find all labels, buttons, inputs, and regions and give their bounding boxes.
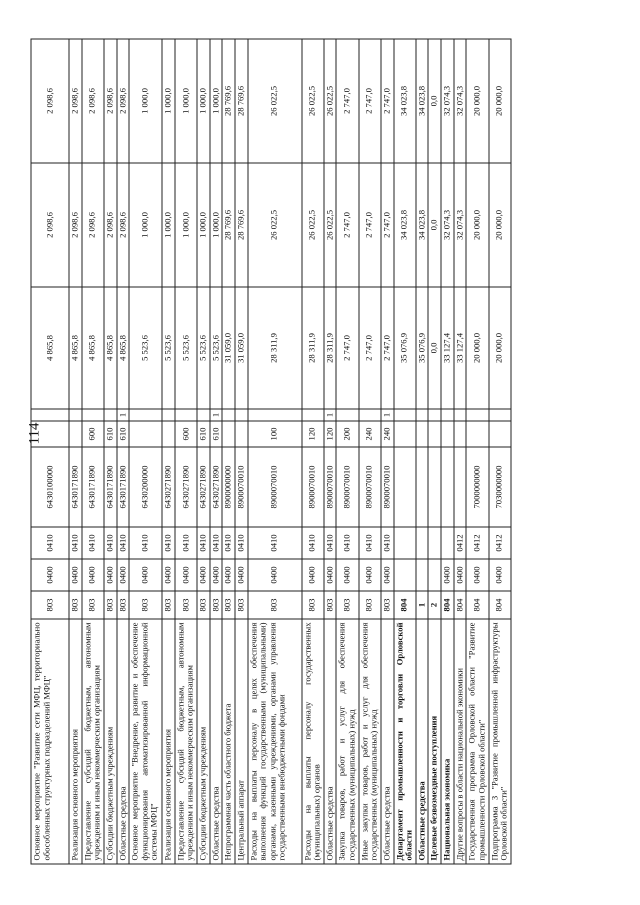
amount-3: 2 098,6	[69, 39, 82, 163]
amount-2: 34 023,8	[416, 163, 429, 287]
admin-code: 803	[82, 591, 104, 619]
amount-3: 1 000,0	[197, 39, 210, 163]
target-article-code: 8900070010	[248, 447, 302, 527]
amount-1: 5 523,6	[162, 287, 175, 409]
amount-2: 20 000,0	[466, 163, 488, 287]
target-article-code: 8900000000	[222, 447, 235, 527]
funding-source-code	[235, 409, 248, 421]
amount-2: 28 769,6	[235, 163, 248, 287]
admin-code: 803	[336, 591, 358, 619]
table-row	[466, 39, 488, 864]
amount-3: 1 000,0	[129, 39, 162, 163]
target-article-code	[441, 447, 454, 527]
row-name: Основное мероприятие "Внедрение, развитие и обеспечение функционирования автоматизированной информационной системы МФЦ"	[129, 619, 162, 864]
row-name: Департамент промышленности и торговли Орловской области	[394, 619, 416, 864]
subsection-code: 0410	[162, 527, 175, 559]
table-row	[175, 39, 197, 864]
table-row	[302, 39, 324, 864]
amount-1: 20 000,0	[466, 287, 488, 409]
admin-code: 803	[359, 591, 381, 619]
amount-2: 26 022,5	[248, 163, 302, 287]
section-code: 0400	[381, 559, 394, 591]
row-name: Основное мероприятие "Развитие сети МФЦ, территориально обособленных структурных подразделений МФЦ"	[31, 619, 69, 864]
target-article-code: 6430171890	[117, 447, 130, 527]
subsection-code: 0410	[82, 527, 104, 559]
funding-source-code	[394, 409, 416, 421]
table-row	[129, 39, 162, 864]
admin-code: 804	[489, 591, 511, 619]
table-row	[69, 39, 82, 864]
expense-type-code	[69, 421, 82, 447]
amount-2: 20 000,0	[489, 163, 511, 287]
admin-code: 803	[222, 591, 235, 619]
admin-code: 803	[162, 591, 175, 619]
row-name: Целевые безвозмездные поступления	[428, 619, 441, 864]
amount-1: 5 523,6	[210, 287, 223, 409]
funding-source-code: 1	[324, 409, 337, 421]
amount-2: 0,0	[428, 163, 441, 287]
row-name: Подпрограмма 3 "Развитие промышленной инфраструктуры Орловской области"	[489, 619, 511, 864]
section-code: 0400	[175, 559, 197, 591]
target-article-code: 8900070010	[302, 447, 324, 527]
subsection-code: 0412	[489, 527, 511, 559]
amount-3: 26 022,5	[302, 39, 324, 163]
expense-type-code	[441, 421, 454, 447]
row-name: Государственная программа Орловской области "Развитие промышленности Орловской области"	[466, 619, 488, 864]
admin-code: 803	[381, 591, 394, 619]
amount-2: 1 000,0	[210, 163, 223, 287]
subsection-code: 0412	[454, 527, 467, 559]
amount-2: 2 098,6	[104, 163, 117, 287]
expense-type-code: 610	[197, 421, 210, 447]
funding-source-code	[302, 409, 324, 421]
expense-type-code	[31, 421, 69, 447]
amount-2: 2 098,6	[31, 163, 69, 287]
amount-2: 34 023,8	[394, 163, 416, 287]
expense-type-code: 610	[117, 421, 130, 447]
subsection-code: 0410	[302, 527, 324, 559]
row-name: Закупка товаров, работ и услуг для обеспечения государственных (муниципальных) нужд	[336, 619, 358, 864]
amount-3: 0,0	[428, 39, 441, 163]
funding-source-code	[104, 409, 117, 421]
target-article-code: 7000000000	[466, 447, 488, 527]
funding-source-code	[222, 409, 235, 421]
expense-type-code: 610	[210, 421, 223, 447]
section-code: 0400	[117, 559, 130, 591]
amount-1: 2 747,0	[381, 287, 394, 409]
admin-code: 804	[466, 591, 488, 619]
target-article-code: 6430171890	[82, 447, 104, 527]
subsection-code: 0410	[359, 527, 381, 559]
table-row	[117, 39, 130, 864]
expense-type-code	[129, 421, 162, 447]
rotated-table-container	[31, 40, 611, 865]
table-row	[222, 39, 235, 864]
funding-source-code	[454, 409, 467, 421]
amount-1: 28 311,9	[302, 287, 324, 409]
amount-3: 1 000,0	[162, 39, 175, 163]
section-code: 0400	[31, 559, 69, 591]
target-article-code	[416, 447, 429, 527]
expense-type-code: 120	[302, 421, 324, 447]
row-name: Реализация основного мероприятия	[162, 619, 175, 864]
amount-2: 1 000,0	[129, 163, 162, 287]
funding-source-code	[248, 409, 302, 421]
expense-type-code: 610	[104, 421, 117, 447]
row-name: Непрограммная часть областного бюджета	[222, 619, 235, 864]
amount-1: 35 076,9	[394, 287, 416, 409]
amount-2: 26 022,5	[302, 163, 324, 287]
admin-code: 804	[454, 591, 467, 619]
table-row	[416, 39, 429, 864]
expense-type-code	[222, 421, 235, 447]
expense-type-code: 600	[175, 421, 197, 447]
amount-2: 2 098,6	[82, 163, 104, 287]
subsection-code: 0410	[129, 527, 162, 559]
section-code: 0400	[129, 559, 162, 591]
row-name: Областные средства	[117, 619, 130, 864]
table-row	[104, 39, 117, 864]
target-article-code: 6430271890	[210, 447, 223, 527]
table-row	[31, 39, 69, 864]
row-name: Областные средства	[210, 619, 223, 864]
expense-type-code: 240	[359, 421, 381, 447]
row-name: Национальная экономика	[441, 619, 454, 864]
amount-3: 20 000,0	[466, 39, 488, 163]
amount-3: 2 098,6	[82, 39, 104, 163]
subsection-code: 0410	[117, 527, 130, 559]
amount-3: 20 000,0	[489, 39, 511, 163]
target-article-code: 8900070010	[359, 447, 381, 527]
section-code: 0400	[210, 559, 223, 591]
amount-3: 28 769,6	[222, 39, 235, 163]
funding-source-code	[69, 409, 82, 421]
amount-1: 28 311,9	[248, 287, 302, 409]
funding-source-code	[441, 409, 454, 421]
table-row	[197, 39, 210, 864]
funding-source-code: 1	[381, 409, 394, 421]
section-code	[428, 559, 441, 591]
subsection-code: 0410	[210, 527, 223, 559]
funding-source-code	[197, 409, 210, 421]
admin-code: 803	[31, 591, 69, 619]
section-code: 0400	[466, 559, 488, 591]
row-name: Субсидии бюджетным учреждениям	[104, 619, 117, 864]
budget-table	[31, 39, 512, 865]
amount-1: 33 127,4	[441, 287, 454, 409]
admin-code: 803	[248, 591, 302, 619]
admin-code: 803	[129, 591, 162, 619]
subsection-code: 0410	[175, 527, 197, 559]
section-code: 0400	[489, 559, 511, 591]
target-article-code: 6430200000	[129, 447, 162, 527]
amount-1: 20 000,0	[489, 287, 511, 409]
admin-code: 803	[302, 591, 324, 619]
funding-source-code	[359, 409, 381, 421]
section-code: 0400	[82, 559, 104, 591]
admin-code: 803	[235, 591, 248, 619]
funding-source-code	[416, 409, 429, 421]
amount-2: 2 098,6	[117, 163, 130, 287]
row-name: Областные средства	[324, 619, 337, 864]
amount-2: 1 000,0	[197, 163, 210, 287]
admin-code: 2	[428, 591, 441, 619]
expense-type-code	[454, 421, 467, 447]
amount-1: 2 747,0	[336, 287, 358, 409]
section-code: 0400	[235, 559, 248, 591]
expense-type-code	[394, 421, 416, 447]
admin-code: 803	[117, 591, 130, 619]
table-row	[210, 39, 223, 864]
admin-code: 803	[69, 591, 82, 619]
amount-2: 32 074,3	[441, 163, 454, 287]
admin-code: 804	[394, 591, 416, 619]
amount-3: 26 022,5	[248, 39, 302, 163]
subsection-code	[428, 527, 441, 559]
target-article-code: 6430171890	[104, 447, 117, 527]
amount-1: 4 865,8	[104, 287, 117, 409]
section-code: 0400	[197, 559, 210, 591]
section-code: 0400	[441, 559, 454, 591]
expense-type-code: 120	[324, 421, 337, 447]
target-article-code: 8900070010	[336, 447, 358, 527]
subsection-code: 0410	[197, 527, 210, 559]
row-name: Реализация основного мероприятия	[69, 619, 82, 864]
funding-source-code	[175, 409, 197, 421]
section-code: 0400	[336, 559, 358, 591]
section-code: 0400	[302, 559, 324, 591]
row-name: Областные средства	[381, 619, 394, 864]
amount-1: 0,0	[428, 287, 441, 409]
section-code	[394, 559, 416, 591]
table-row	[82, 39, 104, 864]
amount-1: 31 059,0	[222, 287, 235, 409]
funding-source-code	[129, 409, 162, 421]
funding-source-code	[428, 409, 441, 421]
amount-1: 5 523,6	[197, 287, 210, 409]
admin-code: 803	[324, 591, 337, 619]
section-code: 0400	[104, 559, 117, 591]
table-row	[324, 39, 337, 864]
subsection-code: 0410	[31, 527, 69, 559]
table-row	[441, 39, 454, 864]
table-row	[381, 39, 394, 864]
expense-type-code	[235, 421, 248, 447]
amount-2: 1 000,0	[175, 163, 197, 287]
amount-3: 34 023,8	[394, 39, 416, 163]
admin-code: 803	[210, 591, 223, 619]
amount-1: 33 127,4	[454, 287, 467, 409]
section-code: 0400	[324, 559, 337, 591]
amount-3: 34 023,8	[416, 39, 429, 163]
expense-type-code	[466, 421, 488, 447]
table-row	[394, 39, 416, 864]
section-code: 0400	[162, 559, 175, 591]
subsection-code	[394, 527, 416, 559]
amount-2: 26 022,5	[324, 163, 337, 287]
amount-2: 2 747,0	[359, 163, 381, 287]
amount-3: 32 074,3	[454, 39, 467, 163]
target-article-code: 6430100000	[31, 447, 69, 527]
target-article-code	[454, 447, 467, 527]
amount-3: 2 747,0	[336, 39, 358, 163]
amount-3: 32 074,3	[441, 39, 454, 163]
expense-type-code	[428, 421, 441, 447]
expense-type-code: 600	[82, 421, 104, 447]
target-article-code: 7030000000	[489, 447, 511, 527]
amount-1: 4 865,8	[117, 287, 130, 409]
amount-3: 2 747,0	[359, 39, 381, 163]
amount-1: 28 311,9	[324, 287, 337, 409]
row-name: Предоставление субсидий бюджетным, автономным учреждениям и иным некоммерческим организациям	[175, 619, 197, 864]
target-article-code: 6430271890	[162, 447, 175, 527]
admin-code: 804	[441, 591, 454, 619]
subsection-code	[441, 527, 454, 559]
row-name: Областные средства	[416, 619, 429, 864]
table-row	[336, 39, 358, 864]
target-article-code: 6430271890	[175, 447, 197, 527]
target-article-code: 8900070010	[381, 447, 394, 527]
row-name: Иные закупки товаров, работ и услуг для обеспечения государственных (муниципальных) нужд	[359, 619, 381, 864]
row-name: Субсидии бюджетным учреждениям	[197, 619, 210, 864]
subsection-code: 0410	[222, 527, 235, 559]
amount-1: 4 865,8	[31, 287, 69, 409]
section-code: 0400	[454, 559, 467, 591]
admin-code: 803	[175, 591, 197, 619]
target-article-code: 6430171890	[69, 447, 82, 527]
expense-type-code: 100	[248, 421, 302, 447]
target-article-code: 6430271890	[197, 447, 210, 527]
amount-2: 1 000,0	[162, 163, 175, 287]
subsection-code: 0410	[104, 527, 117, 559]
funding-source-code: 1	[210, 409, 223, 421]
amount-3: 1 000,0	[175, 39, 197, 163]
table-row	[248, 39, 302, 864]
section-code: 0400	[248, 559, 302, 591]
subsection-code	[416, 527, 429, 559]
amount-2: 2 098,6	[69, 163, 82, 287]
amount-1: 2 747,0	[359, 287, 381, 409]
subsection-code: 0410	[381, 527, 394, 559]
funding-source-code	[336, 409, 358, 421]
row-name: Расходы на выплаты персоналу в целях обеспечения выполнения функций государственными (муниципальными) органами, казенными учреждениями, органами управления государственными внебюджетными фондами	[248, 619, 302, 864]
funding-source-code	[82, 409, 104, 421]
funding-source-code: 1	[117, 409, 130, 421]
amount-1: 35 076,9	[416, 287, 429, 409]
amount-1: 5 523,6	[129, 287, 162, 409]
table-row	[428, 39, 441, 864]
subsection-code: 0410	[235, 527, 248, 559]
amount-1: 5 523,6	[175, 287, 197, 409]
funding-source-code	[162, 409, 175, 421]
amount-3: 1 000,0	[210, 39, 223, 163]
amount-1: 4 865,8	[82, 287, 104, 409]
table-row	[235, 39, 248, 864]
subsection-code: 0412	[466, 527, 488, 559]
amount-1: 31 059,0	[235, 287, 248, 409]
section-code: 0400	[359, 559, 381, 591]
table-row	[359, 39, 381, 864]
funding-source-code	[466, 409, 488, 421]
amount-3: 26 022,5	[324, 39, 337, 163]
row-name: Предоставление субсидий бюджетным, автономным учреждениям и иным некоммерческим организациям	[82, 619, 104, 864]
target-article-code: 8900070010	[235, 447, 248, 527]
amount-1: 4 865,8	[69, 287, 82, 409]
amount-2: 2 747,0	[336, 163, 358, 287]
amount-3: 2 098,6	[31, 39, 69, 163]
section-code: 0400	[69, 559, 82, 591]
section-code	[416, 559, 429, 591]
subsection-code: 0410	[69, 527, 82, 559]
section-code: 0400	[222, 559, 235, 591]
amount-2: 28 769,6	[222, 163, 235, 287]
target-article-code: 8900070010	[324, 447, 337, 527]
page-number: 114	[26, 422, 43, 445]
subsection-code: 0410	[324, 527, 337, 559]
expense-type-code	[162, 421, 175, 447]
admin-code: 803	[104, 591, 117, 619]
expense-type-code	[416, 421, 429, 447]
expense-type-code	[489, 421, 511, 447]
table-row	[454, 39, 467, 864]
table-row	[162, 39, 175, 864]
subsection-code: 0410	[336, 527, 358, 559]
table-row	[489, 39, 511, 864]
amount-3: 28 769,6	[235, 39, 248, 163]
amount-2: 2 747,0	[381, 163, 394, 287]
target-article-code	[394, 447, 416, 527]
funding-source-code	[31, 409, 69, 421]
admin-code: 803	[197, 591, 210, 619]
amount-2: 32 074,3	[454, 163, 467, 287]
row-name: Расходы на выплаты персоналу государственных (муниципальных) органов	[302, 619, 324, 864]
amount-3: 2 098,6	[117, 39, 130, 163]
expense-type-code: 240	[381, 421, 394, 447]
row-name: Центральный аппарат	[235, 619, 248, 864]
admin-code: 1	[416, 591, 429, 619]
amount-3: 2 747,0	[381, 39, 394, 163]
amount-3: 2 098,6	[104, 39, 117, 163]
expense-type-code: 200	[336, 421, 358, 447]
row-name: Другие вопросы в области национальной экономики	[454, 619, 467, 864]
funding-source-code	[489, 409, 511, 421]
subsection-code: 0410	[248, 527, 302, 559]
target-article-code	[428, 447, 441, 527]
